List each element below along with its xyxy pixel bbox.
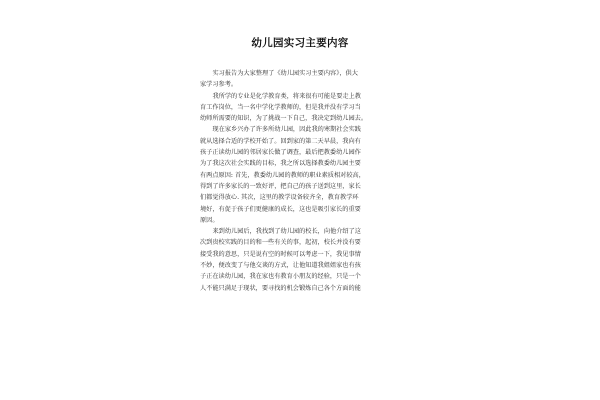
body-line: 们都觉得放心. 其次，这里的教学设备较齐全，教育教学环 [200, 194, 359, 202]
body-line: 人不能只满足于现状，要寻找的机会锻炼自己各个方面的能 [200, 284, 361, 292]
body-line: 境好，有促于孩子们更健康的成长，这也是吸引家长的重要 [200, 205, 361, 213]
body-line: 实习报告为大家整理了《幼儿园实习主要内容》，供大 [212, 70, 358, 77]
body-line: 接受我的意思，只是说有空的时候可以考虑一下，我见事情 [200, 250, 361, 258]
body-line: 得到了许多家长的一致好评，把自己的孩子送到这里，家长 [200, 182, 361, 190]
document-body [200, 68, 403, 294]
body-line: 家学习参考。 [200, 81, 238, 89]
body-line: 原因。 [200, 216, 219, 224]
body-line: 次到贵校实践的目的和一些有关的事，起初，校长并没有要 [200, 239, 361, 247]
body-line: 有两点原因: 首先，教委幼儿园的教师的职业素质相对较高， [200, 171, 365, 179]
body-line: 不妙，便改变了与他交谈的方式，让他知道我姐姐家也有孩 [200, 262, 361, 270]
body-line: 育工作岗位，当一名中学化学教师的，但是我并没有学习当 [200, 103, 361, 111]
body-line: 现在家乡兴办了许多所幼儿园，因此我的寒期社会实践 [212, 126, 361, 134]
body-line: 就从选择合适的学校开始了。回到家的第二天早晨，我向有 [200, 137, 361, 145]
body-line: 为了我这次社会实践的目标，我之所以选择教委幼儿园主要 [200, 160, 361, 168]
body-line: 幼师所需要的知识，为了挑战一下自己，我决定到幼儿园去。 [200, 115, 368, 123]
body-line: 孩子正读幼儿园的邻居家长做了调查，最后把教委幼儿园作 [200, 149, 361, 157]
body-line: 我所学的专业是化学教育类，将来很有可能是要走上教 [212, 92, 361, 100]
document-title: 幼儿园实习主要内容 [251, 37, 349, 49]
body-line: 来到幼儿园后，我找到了幼儿园的校长，向他介绍了这 [212, 228, 361, 236]
body-line: 子正在读幼儿园，我在家也有教育小朋友的经验，只是一个 [200, 273, 361, 281]
